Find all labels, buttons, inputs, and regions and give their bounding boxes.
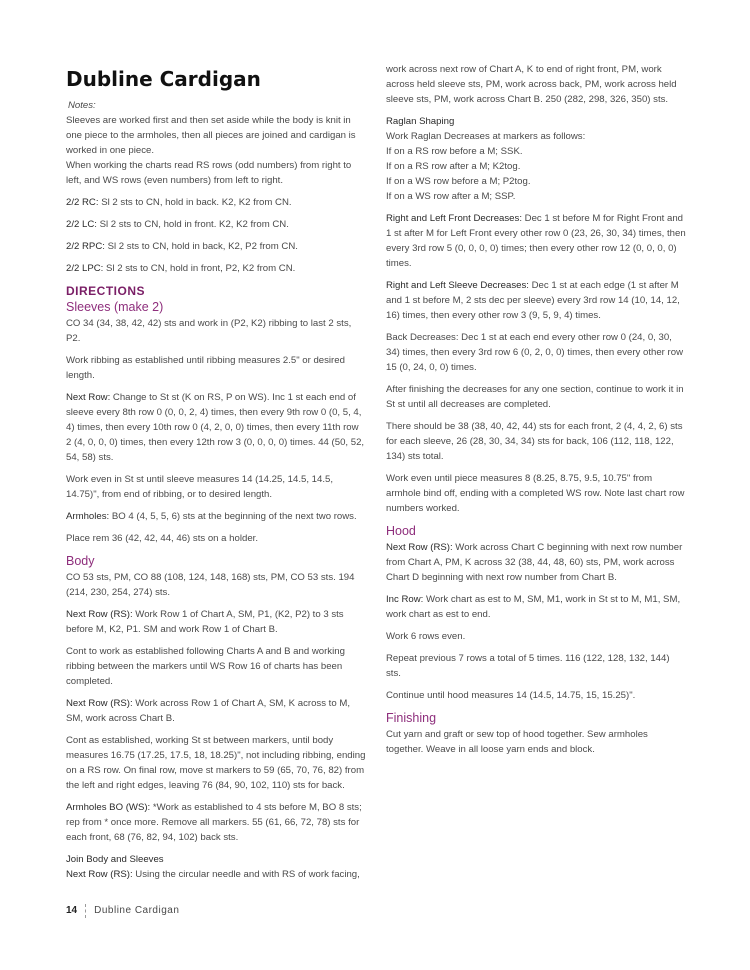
- page-footer: [66, 903, 179, 918]
- raglan-line: If on a RS row after a M; K2tog.: [386, 161, 521, 172]
- hood-heading: Hood: [386, 524, 416, 538]
- left-column: [66, 62, 366, 889]
- raglan-paragraph: After finishing the decreases for any one section, continue to work it in St st until all decreases are completed.: [386, 384, 684, 410]
- finishing-paragraph: Cut yarn and graft or sew top of hood together. Sew armholes together. Weave in all loose yarn ends and block.: [386, 729, 648, 755]
- sleeves-paragraph: CO 34 (34, 38, 42, 42) sts and work in (P2, K2) ribbing to last 2 sts, P2.: [66, 318, 352, 344]
- abbreviation-label: 2/2 RPC:: [66, 241, 105, 252]
- sleeves-paragraph: Next Row: Change to St st (K on RS, P on WS). Inc 1 st each end of sleeve every 8th row 0 (0, 0, 2, 4) times, then every 9th row 0 (0, 5, 4, 4) times, then every 10th row 0 (4, 2, 0, 0) times, then every 11th row 2 (4, 0, 0, 0) times, then every 12th row 3 (0, 0, 0, 0) times. 44 (50, 52, 54, 58) sts.: [66, 392, 365, 463]
- sleeves-paragraph: Work ribbing as established until ribbing measures 2.5" or desired length.: [66, 355, 345, 381]
- sleeves-heading: Sleeves (make 2): [66, 300, 164, 314]
- raglan-line: If on a RS row before a M; SSK.: [386, 146, 523, 157]
- abbreviation: 2/2 RPC: Sl 2 sts to CN, hold in back, K2, P2 from CN.: [66, 241, 298, 252]
- abbreviation: 2/2 RC: Sl 2 sts to CN, hold in back. K2, K2 from CN.: [66, 197, 292, 208]
- notes-paragraph: When working the charts read RS rows (odd numbers) from right to left, and WS rows (even numbers) from left to right.: [66, 160, 352, 186]
- abbreviation: 2/2 LPC: Sl 2 sts to CN, hold in front, P2, K2 from CN.: [66, 263, 296, 274]
- finishing-heading: Finishing: [386, 711, 437, 725]
- raglan-paragraph: Back Decreases: Dec 1 st at each end every other row 0 (24, 0, 30, 34) times, then every 3rd row 6 (0, 2, 0, 0) times, then every other row 15 (0, 24, 0, 0) times.: [386, 332, 683, 373]
- raglan-paragraph: Right and Left Sleeve Decreases: Dec 1 st at each edge (1 st after M and 1 st before M, 2 sts dec per sleeve) every 3rd row 14 (10, 14, 12, 16) times, then every other row 3 (9, 5, 9, 4) times.: [386, 280, 680, 321]
- body-heading: Body: [66, 554, 95, 568]
- raglan-line: If on a WS row after a M; SSP.: [386, 191, 516, 202]
- hood-paragraph: Next Row (RS): Work across Chart C beginning with next row number from Chart A, PM, K across 32 (38, 44, 48, 60) sts, PM, work across Chart D beginning with next row number from Chart B.: [386, 542, 683, 583]
- directions-heading: DIRECTIONS: [66, 284, 146, 298]
- body-paragraph: Cont to work as established following Charts A and B and working ribbing between the markers until WS Row 16 of charts has been completed.: [66, 646, 345, 687]
- raglan-line: Work Raglan Decreases at markers as follows:: [386, 131, 586, 142]
- sleeves-paragraph: Armholes: BO 4 (4, 5, 5, 6) sts at the beginning of the next two rows.: [66, 511, 357, 522]
- footer-divider: [85, 904, 86, 918]
- hood-paragraph: Continue until hood measures 14 (14.5, 14.75, 15, 15.25)".: [386, 690, 636, 701]
- page-number: 14: [66, 905, 78, 916]
- notes-paragraph: Sleeves are worked first and then set aside while the body is knit in one piece to the armholes, then all pieces are joined and cardigan is worked in one piece.: [66, 115, 356, 156]
- sleeves-paragraph: Work even in St st until sleeve measures 14 (14.25, 14.5, 14.5, 14.75)", from end of ribbing, or to desired length.: [66, 474, 333, 500]
- hood-paragraph: Inc Row: Work chart as est to M, SM, M1, work in St st to M, M1, SM, work chart as est to end.: [386, 594, 681, 620]
- notes-label: Notes:: [68, 100, 96, 111]
- raglan-paragraph: Work even until piece measures 8 (8.25, 8.75, 9.5, 10.75" from armhole bind off, ending with a completed WS row. Note last chart row numbers worked.: [386, 473, 685, 514]
- raglan-paragraph: Right and Left Front Decreases: Dec 1 st before M for Right Front and 1 st after M for Left Front every other row 0 (23, 26, 30, 34) times, then every 3rd row 5 (0, 0, 0, 0) times; then every other row 12 (0, 0, 0, 0) times.: [386, 213, 686, 269]
- abbreviation-label: 2/2 LPC:: [66, 263, 104, 274]
- abbreviation-label: 2/2 RC:: [66, 197, 99, 208]
- body-paragraph-continued: work across next row of Chart A, K to end of right front, PM, work across held sleeve sts, PM, work across back, PM, work across held sleeve sts, PM, work across Chart B. 250 (282, 298, 326, 350) sts.: [386, 64, 677, 105]
- body-paragraph: Next Row (RS): Work across Row 1 of Chart A, SM, K across to M, SM, work across Chart B.: [66, 698, 350, 724]
- body-paragraph: Armholes BO (WS): *Work as established to 4 sts before M, BO 8 sts; rep from * once more. Remove all markers. 55 (61, 66, 72, 78) sts for each front, 68 (76, 82, 94, 102) back sts.: [66, 802, 362, 843]
- raglan-line: If on a WS row before a M; P2tog.: [386, 176, 531, 187]
- hood-paragraph: Repeat previous 7 rows a total of 5 times. 116 (122, 128, 132, 144) sts.: [386, 653, 670, 679]
- right-column: [386, 62, 686, 764]
- hood-paragraph: Work 6 rows even.: [386, 631, 466, 642]
- abbreviation-label: 2/2 LC:: [66, 219, 97, 230]
- page-title: Dubline Cardigan: [66, 67, 261, 91]
- body-paragraph: CO 53 sts, PM, CO 88 (108, 124, 148, 168) sts, PM, CO 53 sts. 194 (214, 230, 254, 274) sts.: [66, 572, 355, 598]
- footer-title: Dubline Cardigan: [94, 905, 180, 916]
- body-paragraph: Next Row (RS): Work Row 1 of Chart A, SM, P1, (K2, P2) to 3 sts before M, K2, P1. SM and work Row 1 of Chart B.: [66, 609, 344, 635]
- body-paragraph: Next Row (RS): Using the circular needle and with RS of work facing,: [66, 869, 360, 880]
- raglan-paragraph: There should be 38 (38, 40, 42, 44) sts for each front, 2 (4, 4, 2, 6) sts for each sleeve, 26 (28, 30, 34, 34) sts for back, 106 (112, 118, 122, 134) sts total.: [386, 421, 683, 462]
- body-paragraph: Cont as established, working St st between markers, until body measures 16.75 (17.25, 17.5, 18, 18.25)", not including ribbing, ending on a RS row. On final row, move st markers to 59 (65, 70, 76, 82) from the left and right edges, leaving 76 (84, 90, 102, 110) sts for back.: [66, 735, 366, 791]
- sleeves-paragraph: Place rem 36 (42, 42, 44, 46) sts on a holder.: [66, 533, 258, 544]
- abbreviation: 2/2 LC: Sl 2 sts to CN, hold in front. K2, K2 from CN.: [66, 219, 289, 230]
- raglan-heading: Raglan Shaping: [386, 116, 455, 127]
- join-body-heading: Join Body and Sleeves: [66, 854, 164, 865]
